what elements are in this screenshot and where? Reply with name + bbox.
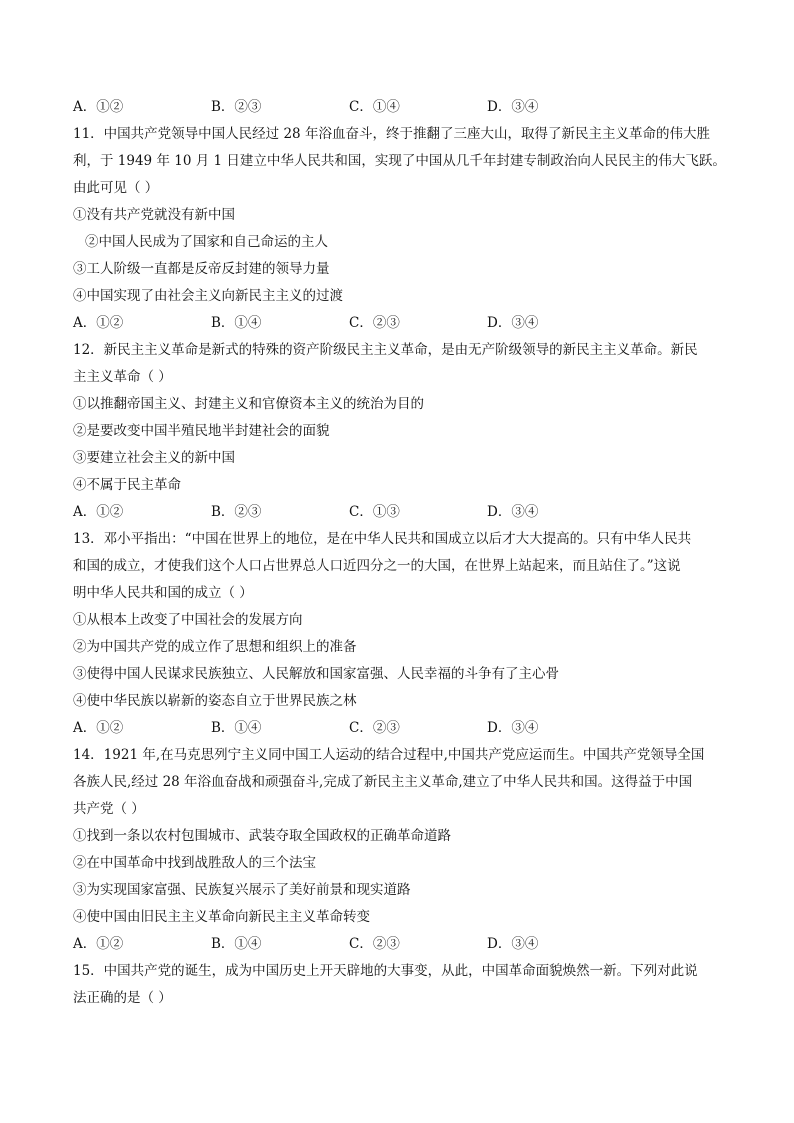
statement: ①以推翻帝国主义、封建主义和官僚资本主义的统治为目的 bbox=[73, 396, 424, 412]
question-stem-line: 12．新民主主义革命是新式的特殊的资产阶级民主主义革命，是由无产阶级领导的新民主主义革命。新民 bbox=[73, 342, 698, 358]
question-13 bbox=[73, 526, 733, 742]
option-d[interactable]: D．③④ bbox=[487, 99, 539, 115]
question-stem-line: 各族人民,经过 28 年浴血奋战和顽强奋斗,完成了新民主主义革命,建立了中华人民共和国。这得益于中国 bbox=[73, 774, 693, 790]
option-a[interactable]: A．①② bbox=[73, 936, 124, 952]
option-a[interactable]: A．①② bbox=[73, 720, 124, 736]
option-b[interactable]: B．①④ bbox=[211, 315, 262, 331]
question-stem-line: 明中华人民共和国的成立（ ） bbox=[73, 585, 253, 601]
statement: ③要建立社会主义的新中国 bbox=[73, 450, 235, 466]
statement: ④使中华民族以崭新的姿态自立于世界民族之林 bbox=[73, 693, 357, 709]
statement: ③为实现国家富强、民族复兴展示了美好前景和现实道路 bbox=[73, 882, 411, 898]
question-stem-line: 主主义革命（ ） bbox=[73, 369, 172, 385]
option-c[interactable]: C．①③ bbox=[349, 504, 400, 520]
question-12 bbox=[73, 337, 733, 526]
options-row bbox=[73, 499, 733, 526]
question-stem-line: 由此可见（ ） bbox=[73, 180, 159, 196]
question-stem-line: 15．中国共产党的诞生，成为中国历史上开天辟地的大事变，从此，中国革命面貌焕然一新。下列对此说 bbox=[73, 963, 698, 979]
options-row bbox=[73, 715, 733, 742]
question-stem-line: 利，于 1949 年 10 月 1 日建立中华人民共和国，实现了中国从几千年封建专制政治向人民民主的伟大飞跃。 bbox=[73, 153, 726, 169]
option-a[interactable]: A．①② bbox=[73, 504, 124, 520]
statement: ③工人阶级一直都是反帝反封建的领导力量 bbox=[73, 261, 330, 277]
statement: ③使得中国人民谋求民族独立、人民解放和国家富强、人民幸福的斗争有了主心骨 bbox=[73, 666, 559, 682]
option-c[interactable]: C．②③ bbox=[349, 936, 400, 952]
option-d[interactable]: D．③④ bbox=[487, 720, 539, 736]
statement: ①从根本上改变了中国社会的发展方向 bbox=[73, 612, 303, 628]
option-b[interactable]: B．①④ bbox=[211, 720, 262, 736]
option-a[interactable]: A．①② bbox=[73, 315, 124, 331]
option-d[interactable]: D．③④ bbox=[487, 315, 539, 331]
statement: ②是要改变中国半殖民地半封建社会的面貌 bbox=[73, 423, 330, 439]
option-d[interactable]: D．③④ bbox=[487, 936, 539, 952]
exam-page bbox=[73, 94, 733, 1012]
option-c[interactable]: C．①④ bbox=[349, 99, 400, 115]
option-a[interactable]: A．①② bbox=[73, 99, 124, 115]
statement: ④中国实现了由社会主义向新民主主义的过渡 bbox=[73, 288, 343, 304]
question-15 bbox=[73, 958, 733, 1012]
question-11 bbox=[73, 121, 733, 337]
option-b[interactable]: B．②③ bbox=[211, 504, 262, 520]
statement: ①没有共产党就没有新中国 bbox=[73, 207, 235, 223]
question-stem-line: 法正确的是（ ） bbox=[73, 990, 172, 1006]
statement: ④不属于民主革命 bbox=[73, 477, 181, 493]
question-stem-line: 共产党（ ） bbox=[73, 801, 145, 817]
option-d[interactable]: D．③④ bbox=[487, 504, 539, 520]
option-c[interactable]: C．②③ bbox=[349, 315, 400, 331]
statement: ②为中国共产党的成立作了思想和组织上的准备 bbox=[73, 639, 357, 655]
statement: ②在中国革命中找到战胜敌人的三个法宝 bbox=[73, 855, 316, 871]
question-stem-line: 和国的成立，才使我们这个人口占世界总人口近四分之一的大国，在世界上站起来，而且站住了。”这说 bbox=[73, 558, 681, 574]
options-row bbox=[73, 931, 733, 958]
option-b[interactable]: B．②③ bbox=[211, 99, 262, 115]
question-14 bbox=[73, 742, 733, 958]
options-row bbox=[73, 310, 733, 337]
statement: ①找到一条以农村包围城市、武装夺取全国政权的正确革命道路 bbox=[73, 828, 451, 844]
option-b[interactable]: B．①④ bbox=[211, 936, 262, 952]
question-stem-line: 14．1921 年,在马克思列宁主义同中国工人运动的结合过程中,中国共产党应运而生。中国共产党领导全国 bbox=[73, 747, 705, 763]
statement: ②中国人民成为了国家和自己命运的主人 bbox=[85, 234, 328, 250]
option-c[interactable]: C．②③ bbox=[349, 720, 400, 736]
question-stem-line: 13．邓小平指出：“中国在世界上的地位，是在中华人民共和国成立以后才大大提高的。只有中华人民共 bbox=[73, 531, 692, 547]
statement: ④使中国由旧民主主义革命向新民主主义革命转变 bbox=[73, 909, 370, 925]
options-row-q10 bbox=[73, 94, 733, 121]
question-stem-line: 11．中国共产党领导中国人民经过 28 年浴血奋斗，终于推翻了三座大山，取得了新民主主义革命的伟大胜 bbox=[73, 126, 710, 142]
